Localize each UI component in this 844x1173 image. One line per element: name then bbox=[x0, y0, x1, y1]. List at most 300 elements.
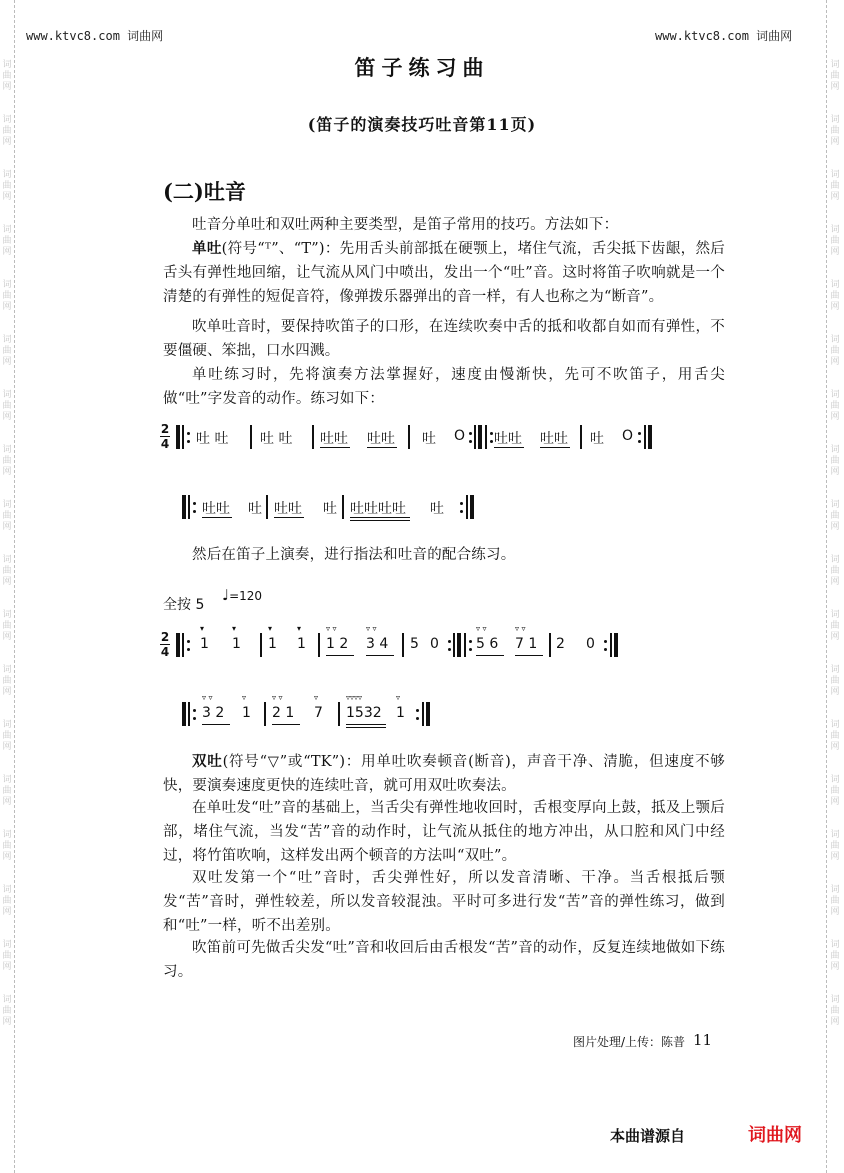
watermark-char: 曲 bbox=[2, 566, 12, 576]
watermark-char: 网 bbox=[2, 302, 12, 312]
tongue-mark: ▿ ▿ bbox=[366, 624, 377, 633]
watermark-char: 网 bbox=[830, 632, 840, 642]
repeat-dot bbox=[469, 640, 472, 643]
beam-underline-double bbox=[350, 520, 410, 521]
watermark-group bbox=[829, 610, 841, 643]
header-left-site: 词曲网 bbox=[127, 29, 164, 43]
syllable-pair: 吐吐 bbox=[202, 501, 230, 517]
page-title: 笛子练习曲 bbox=[354, 55, 490, 80]
tongue-mark: ▿ ▿ bbox=[515, 624, 526, 633]
watermark-char: 词 bbox=[2, 500, 12, 510]
watermark-char: 曲 bbox=[2, 291, 12, 301]
watermark-char: 词 bbox=[2, 390, 12, 400]
repeat-dot bbox=[416, 709, 419, 712]
beam-underline bbox=[367, 447, 397, 448]
beam-underline bbox=[272, 724, 300, 725]
repeat-dot bbox=[193, 502, 196, 505]
note: 1 bbox=[232, 636, 241, 652]
watermark-group bbox=[1, 665, 13, 698]
watermark-char: 网 bbox=[830, 137, 840, 147]
watermark-char: 词 bbox=[830, 280, 840, 290]
note-pair: 1 2 bbox=[326, 636, 349, 652]
barline bbox=[408, 425, 410, 449]
header-left-url bbox=[26, 27, 163, 44]
tongue-mark: ▿ bbox=[314, 693, 319, 702]
repeat-dot bbox=[469, 440, 472, 443]
watermark-char: 曲 bbox=[2, 841, 12, 851]
beam-underline bbox=[494, 447, 524, 448]
repeat-end-thin-bar bbox=[644, 425, 646, 449]
repeat-start-bar bbox=[176, 425, 180, 449]
watermark-char: 网 bbox=[830, 742, 840, 752]
tongue-mark: ▿▿▿▿ bbox=[346, 693, 363, 702]
single-tongue-label: 单吐 bbox=[192, 240, 222, 257]
repeat-end-bar bbox=[648, 425, 652, 449]
right-watermark-column bbox=[829, 60, 841, 1050]
tongue-mark: ▿ bbox=[242, 693, 247, 702]
repeat-dot bbox=[460, 502, 463, 505]
watermark-char: 网 bbox=[830, 467, 840, 477]
tongue-mark: ▾ bbox=[200, 624, 205, 633]
note-pair: 3 4 bbox=[366, 636, 389, 652]
flute-exercise-line-1 bbox=[160, 624, 660, 671]
watermark-group bbox=[829, 830, 841, 863]
watermark-group bbox=[1, 555, 13, 588]
syllable-pair: 吐吐 bbox=[367, 431, 395, 447]
tongue-mark: ▾ bbox=[232, 624, 237, 633]
beam-underline bbox=[350, 517, 410, 518]
watermark-char: 词 bbox=[2, 445, 12, 455]
time-sig-top: 2 bbox=[160, 630, 170, 644]
watermark-char: 曲 bbox=[830, 676, 840, 686]
repeat-dot bbox=[604, 640, 607, 643]
barline bbox=[260, 633, 262, 657]
watermark-char: 词 bbox=[830, 500, 840, 510]
watermark-group bbox=[829, 665, 841, 698]
repeat-dot bbox=[490, 432, 493, 435]
flute-practice-paragraph: 然后在笛子上演奏，进行指法和吐音的配合练习。 bbox=[192, 547, 516, 563]
watermark-char: 词 bbox=[2, 885, 12, 895]
repeat-end-thin-bar bbox=[474, 425, 476, 449]
note-quad: 1532 bbox=[346, 705, 382, 721]
watermark-char: 网 bbox=[830, 1017, 840, 1027]
watermark-char: 曲 bbox=[830, 126, 840, 136]
watermark-char: 曲 bbox=[830, 291, 840, 301]
watermark-group bbox=[1, 610, 13, 643]
watermark-char: 网 bbox=[830, 357, 840, 367]
watermark-char: 网 bbox=[2, 357, 12, 367]
tongue-exercise-line-2 bbox=[160, 495, 660, 533]
watermark-char: 词 bbox=[830, 720, 840, 730]
single-exercise-paragraph: 单吐练习时，先将演奏方法掌握好，速度由慢渐快，先可不吹笛子，用舌尖做“吐”字发音的动作。练习如下： bbox=[163, 367, 725, 407]
watermark-char: 词 bbox=[830, 665, 840, 675]
watermark-group bbox=[1, 335, 13, 368]
header-right-site: 词曲网 bbox=[756, 29, 793, 43]
watermark-char: 词 bbox=[830, 995, 840, 1005]
note: 1 bbox=[396, 705, 405, 721]
repeat-start-thin-bar bbox=[485, 425, 487, 449]
watermark-char: 网 bbox=[2, 907, 12, 917]
tongue-mark: ▿ ▿ bbox=[476, 624, 487, 633]
repeat-dot bbox=[638, 440, 641, 443]
double-tongue-text: (符号“▽”或“TK”)：用单吐吹奏顿音(断音)，声音干净、清脆，但速度不够快，要演奏速度更快的连续吐音，就可用双吐吹奏法。 bbox=[163, 754, 725, 794]
watermark-char: 词 bbox=[2, 60, 12, 70]
watermark-group bbox=[829, 885, 841, 918]
note: 5 bbox=[410, 636, 419, 652]
watermark-group bbox=[1, 995, 13, 1028]
repeat-dot bbox=[187, 440, 190, 443]
watermark-group bbox=[829, 280, 841, 313]
watermark-char: 曲 bbox=[830, 401, 840, 411]
barline bbox=[549, 633, 551, 657]
intro-paragraph: 吐音分单吐和双吐两种主要类型，是笛子常用的技巧。方法如下： bbox=[192, 217, 619, 233]
watermark-char: 词 bbox=[830, 555, 840, 565]
tempo-value: =120 bbox=[229, 589, 263, 603]
double-tongue-paragraph bbox=[163, 750, 725, 798]
watermark-char: 词 bbox=[2, 775, 12, 785]
watermark-char: 网 bbox=[2, 192, 12, 202]
single-tongue-text: (符号“ᵀ”、“T”)：先用舌头前部抵在硬颚上，堵住气流，舌尖抵下齿龈，然后舌头有弹性地回缩，让气流从风门中喷出，发出一个“吐”音。这时将笛子吹响就是一个清楚的有弹性的短促音符，像弹拨乐器弹出的音一样，有人也称之为“断音”。 bbox=[163, 241, 725, 305]
repeat-start-bar bbox=[182, 702, 186, 726]
note-pair: 7 1 bbox=[515, 636, 538, 652]
repeat-dot bbox=[193, 717, 196, 720]
watermark-char: 曲 bbox=[2, 511, 12, 521]
double-tongue-paragraph-2: 在单吐发“吐”音的基础上，当舌尖有弹性地收回时，舌根变厚向上鼓，抵及上颚后部，堵住气流，当发“苦”音的动作时，让气流从抵住的地方冲出，从口腔和风门中经过，将竹笛吹响，这样发出两个顿音的方法叫“双吐”。 bbox=[163, 800, 725, 864]
watermark-group bbox=[1, 720, 13, 753]
watermark-char: 网 bbox=[830, 687, 840, 697]
watermark-char: 网 bbox=[830, 577, 840, 587]
watermark-char: 曲 bbox=[2, 71, 12, 81]
repeat-end-bar bbox=[614, 633, 618, 657]
watermark-char: 曲 bbox=[830, 71, 840, 81]
syllable: 吐 bbox=[430, 501, 444, 517]
syllable: 吐 bbox=[323, 501, 337, 517]
watermark-group bbox=[829, 995, 841, 1028]
site-logo[interactable]: 词曲网 bbox=[748, 1125, 802, 1146]
watermark-char: 曲 bbox=[2, 401, 12, 411]
beam-underline bbox=[476, 655, 504, 656]
watermark-char: 词 bbox=[830, 940, 840, 950]
repeat-dot bbox=[187, 640, 190, 643]
watermark-char: 网 bbox=[2, 797, 12, 807]
watermark-group bbox=[1, 445, 13, 478]
rest: 0 bbox=[430, 636, 439, 652]
single-tongue-paragraph bbox=[163, 237, 725, 309]
single-practice-paragraph: 吹单吐音时，要保持吹笛子的口形，在连续吹奏中舌的抵和收都自如而有弹性，不要僵硬、笨拙，口水四溅。 bbox=[163, 319, 725, 359]
watermark-char: 词 bbox=[2, 940, 12, 950]
watermark-char: 词 bbox=[830, 885, 840, 895]
watermark-char: 词 bbox=[830, 225, 840, 235]
barline bbox=[338, 702, 340, 726]
repeat-end-thin-bar bbox=[466, 495, 468, 519]
repeat-end-bar bbox=[470, 495, 474, 519]
watermark-char: 曲 bbox=[830, 841, 840, 851]
watermark-char: 网 bbox=[2, 247, 12, 257]
repeat-dot bbox=[638, 432, 641, 435]
watermark-char: 词 bbox=[2, 995, 12, 1005]
repeat-start-thin-bar bbox=[188, 495, 190, 519]
watermark-char: 网 bbox=[830, 247, 840, 257]
beam-underline bbox=[366, 655, 394, 656]
tongue-mark: ▾ bbox=[268, 624, 273, 633]
watermark-group bbox=[1, 170, 13, 203]
beam-underline bbox=[202, 724, 230, 725]
repeat-mid-bar bbox=[478, 425, 482, 449]
watermark-group bbox=[1, 775, 13, 808]
double-tongue-paragraph-3: 双吐发第一个“吐”音时，舌尖弹性好，所以发音清晰、干净。当舌根抵后颚发“苦”音时，弹性较差，所以发音较混浊。平时可多进行发“苦”音的弹性练习，做到和“吐”一样，听不出差别。 bbox=[163, 870, 725, 934]
watermark-char: 词 bbox=[830, 115, 840, 125]
rest: O bbox=[622, 428, 634, 444]
tongue-mark: ▿ ▿ bbox=[202, 693, 213, 702]
barline bbox=[342, 495, 344, 519]
watermark-char: 曲 bbox=[830, 1006, 840, 1016]
watermark-char: 曲 bbox=[2, 896, 12, 906]
watermark-char: 曲 bbox=[830, 786, 840, 796]
watermark-char: 网 bbox=[2, 962, 12, 972]
header-right-url bbox=[655, 27, 792, 44]
watermark-char: 词 bbox=[2, 335, 12, 345]
watermark-char: 词 bbox=[2, 115, 12, 125]
syllable-quad: 吐吐吐吐 bbox=[350, 501, 406, 517]
watermark-group bbox=[829, 335, 841, 368]
watermark-char: 词 bbox=[2, 225, 12, 235]
header-right-url-text: www.ktvc8.com bbox=[655, 29, 749, 43]
tempo-marking bbox=[222, 585, 262, 604]
flute-exercise-line-2 bbox=[160, 693, 660, 740]
watermark-group bbox=[829, 170, 841, 203]
upload-credit: 图片处理/上传：陈普 bbox=[573, 1035, 686, 1049]
watermark-char: 曲 bbox=[2, 731, 12, 741]
repeat-dot bbox=[604, 648, 607, 651]
page-number: 11 bbox=[693, 1031, 713, 1049]
tongue-mark: ▿ bbox=[396, 693, 401, 702]
watermark-char: 曲 bbox=[830, 456, 840, 466]
watermark-char: 网 bbox=[830, 522, 840, 532]
watermark-group bbox=[829, 940, 841, 973]
barline bbox=[318, 633, 320, 657]
repeat-start-thin-bar bbox=[182, 633, 184, 657]
watermark-char: 曲 bbox=[2, 1006, 12, 1016]
watermark-char: 网 bbox=[2, 82, 12, 92]
repeat-start-thin-bar bbox=[188, 702, 190, 726]
syllable-pair: 吐吐 bbox=[320, 431, 348, 447]
beam-underline bbox=[202, 517, 232, 518]
syllable-pair: 吐吐 bbox=[274, 501, 302, 517]
watermark-char: 曲 bbox=[2, 786, 12, 796]
watermark-group bbox=[829, 775, 841, 808]
watermark-char: 网 bbox=[830, 852, 840, 862]
watermark-char: 曲 bbox=[830, 951, 840, 961]
repeat-dot bbox=[469, 432, 472, 435]
watermark-char: 网 bbox=[2, 687, 12, 697]
watermark-char: 网 bbox=[2, 412, 12, 422]
tongue-mark: ▾ bbox=[297, 624, 302, 633]
watermark-char: 网 bbox=[2, 1017, 12, 1027]
watermark-char: 词 bbox=[830, 170, 840, 180]
watermark-char: 曲 bbox=[2, 126, 12, 136]
barline bbox=[312, 425, 314, 449]
watermark-char: 词 bbox=[2, 720, 12, 730]
watermark-char: 词 bbox=[2, 610, 12, 620]
watermark-char: 网 bbox=[2, 852, 12, 862]
watermark-char: 词 bbox=[830, 60, 840, 70]
tongue-mark: ▿ ▿ bbox=[272, 693, 283, 702]
note: 2 bbox=[556, 636, 565, 652]
watermark-char: 网 bbox=[830, 797, 840, 807]
watermark-group bbox=[1, 940, 13, 973]
watermark-group bbox=[829, 390, 841, 423]
watermark-char: 曲 bbox=[830, 236, 840, 246]
watermark-char: 网 bbox=[2, 742, 12, 752]
repeat-dot bbox=[490, 440, 493, 443]
syllable: 吐 bbox=[248, 501, 262, 517]
barline bbox=[264, 702, 266, 726]
repeat-dot bbox=[193, 709, 196, 712]
beam-underline-double bbox=[346, 727, 386, 728]
barline bbox=[266, 495, 268, 519]
repeat-mid-bar bbox=[457, 633, 461, 657]
note: 1 bbox=[268, 636, 277, 652]
repeat-end-thin-bar bbox=[422, 702, 424, 726]
beam-underline bbox=[540, 447, 570, 448]
double-tongue-label: 双吐 bbox=[192, 753, 223, 770]
note: 7 bbox=[314, 705, 323, 721]
watermark-group bbox=[829, 500, 841, 533]
watermark-char: 网 bbox=[2, 467, 12, 477]
watermark-char: 网 bbox=[830, 192, 840, 202]
beam-underline bbox=[515, 655, 543, 656]
repeat-dot bbox=[448, 648, 451, 651]
repeat-dot bbox=[193, 510, 196, 513]
watermark-group bbox=[1, 830, 13, 863]
watermark-char: 曲 bbox=[2, 456, 12, 466]
quarter-note-icon: ♩ bbox=[222, 586, 230, 604]
watermark-char: 词 bbox=[2, 830, 12, 840]
watermark-char: 曲 bbox=[2, 621, 12, 631]
tongue-mark: ▿ ▿ bbox=[326, 624, 337, 633]
watermark-char: 曲 bbox=[2, 236, 12, 246]
page-subtitle: (笛子的演奏技巧吐音第11页) bbox=[307, 115, 537, 134]
key-signature: 全按 5 bbox=[163, 597, 205, 613]
repeat-dot bbox=[187, 648, 190, 651]
beam-underline bbox=[320, 447, 350, 448]
watermark-group bbox=[1, 500, 13, 533]
watermark-group bbox=[1, 225, 13, 258]
note-pair: 5 6 bbox=[476, 636, 499, 652]
watermark-char: 词 bbox=[2, 280, 12, 290]
repeat-dot bbox=[460, 510, 463, 513]
source-label: 本曲谱源自 bbox=[610, 1127, 686, 1145]
barline bbox=[250, 425, 252, 449]
watermark-char: 曲 bbox=[830, 896, 840, 906]
tongue-exercise-line-1 bbox=[160, 422, 660, 463]
watermark-char: 曲 bbox=[830, 621, 840, 631]
watermark-char: 词 bbox=[830, 830, 840, 840]
watermark-char: 词 bbox=[2, 555, 12, 565]
watermark-char: 词 bbox=[830, 445, 840, 455]
time-signature bbox=[160, 631, 170, 658]
watermark-char: 词 bbox=[2, 170, 12, 180]
watermark-group bbox=[829, 720, 841, 753]
watermark-char: 词 bbox=[830, 775, 840, 785]
time-sig-top: 2 bbox=[160, 422, 170, 436]
watermark-char: 曲 bbox=[830, 566, 840, 576]
repeat-start-thin-bar bbox=[464, 633, 466, 657]
watermark-group bbox=[1, 885, 13, 918]
repeat-dot bbox=[469, 648, 472, 651]
watermark-char: 曲 bbox=[830, 346, 840, 356]
note: 1 bbox=[297, 636, 306, 652]
rest: 0 bbox=[586, 636, 595, 652]
double-tongue-paragraph-4: 吹笛前可先做舌尖发“吐”音和收回后由舌根发“苦”音的动作，反复连续地做如下练习。 bbox=[163, 940, 725, 980]
syllable-group: 吐 吐 bbox=[196, 431, 229, 447]
repeat-start-bar bbox=[176, 633, 180, 657]
repeat-start-thin-bar bbox=[182, 425, 184, 449]
repeat-end-bar bbox=[426, 702, 430, 726]
beam-underline bbox=[274, 517, 304, 518]
watermark-char: 曲 bbox=[830, 511, 840, 521]
header-left-url-text: www.ktvc8.com bbox=[26, 29, 120, 43]
syllable-pair: 吐吐 bbox=[494, 431, 522, 447]
left-watermark-column bbox=[1, 60, 13, 1050]
repeat-start-bar bbox=[182, 495, 186, 519]
beam-underline bbox=[346, 724, 386, 725]
repeat-dot bbox=[187, 432, 190, 435]
watermark-char: 网 bbox=[2, 577, 12, 587]
watermark-group bbox=[1, 390, 13, 423]
syllable: 吐 bbox=[590, 431, 604, 447]
section-heading: (二)吐音 bbox=[163, 179, 246, 204]
watermark-char: 网 bbox=[830, 412, 840, 422]
watermark-char: 词 bbox=[830, 610, 840, 620]
watermark-char: 曲 bbox=[2, 181, 12, 191]
watermark-char: 网 bbox=[830, 962, 840, 972]
watermark-char: 网 bbox=[830, 302, 840, 312]
syllable-group: 吐 吐 bbox=[260, 431, 293, 447]
watermark-char: 曲 bbox=[830, 731, 840, 741]
beam-underline bbox=[326, 655, 354, 656]
watermark-char: 词 bbox=[830, 335, 840, 345]
watermark-group bbox=[829, 555, 841, 588]
watermark-char: 曲 bbox=[2, 346, 12, 356]
watermark-char: 网 bbox=[830, 82, 840, 92]
watermark-char: 曲 bbox=[2, 676, 12, 686]
watermark-char: 网 bbox=[2, 632, 12, 642]
barline bbox=[402, 633, 404, 657]
repeat-dot bbox=[416, 717, 419, 720]
note-pair: 2 1 bbox=[272, 705, 295, 721]
syllable-pair: 吐吐 bbox=[540, 431, 568, 447]
time-sig-bottom: 4 bbox=[160, 645, 170, 659]
rest: O bbox=[454, 428, 466, 444]
repeat-end-thin-bar bbox=[453, 633, 455, 657]
watermark-group bbox=[829, 445, 841, 478]
time-sig-bottom: 4 bbox=[160, 437, 170, 451]
watermark-char: 词 bbox=[2, 665, 12, 675]
watermark-char: 词 bbox=[830, 390, 840, 400]
watermark-char: 曲 bbox=[2, 951, 12, 961]
watermark-char: 网 bbox=[2, 137, 12, 147]
watermark-char: 网 bbox=[2, 522, 12, 532]
note: 1 bbox=[242, 705, 251, 721]
syllable: 吐 bbox=[422, 431, 436, 447]
note: 1 bbox=[200, 636, 209, 652]
repeat-dot bbox=[448, 640, 451, 643]
watermark-group bbox=[829, 225, 841, 258]
watermark-char: 曲 bbox=[830, 181, 840, 191]
note-pair: 3 2 bbox=[202, 705, 225, 721]
watermark-char: 网 bbox=[830, 907, 840, 917]
